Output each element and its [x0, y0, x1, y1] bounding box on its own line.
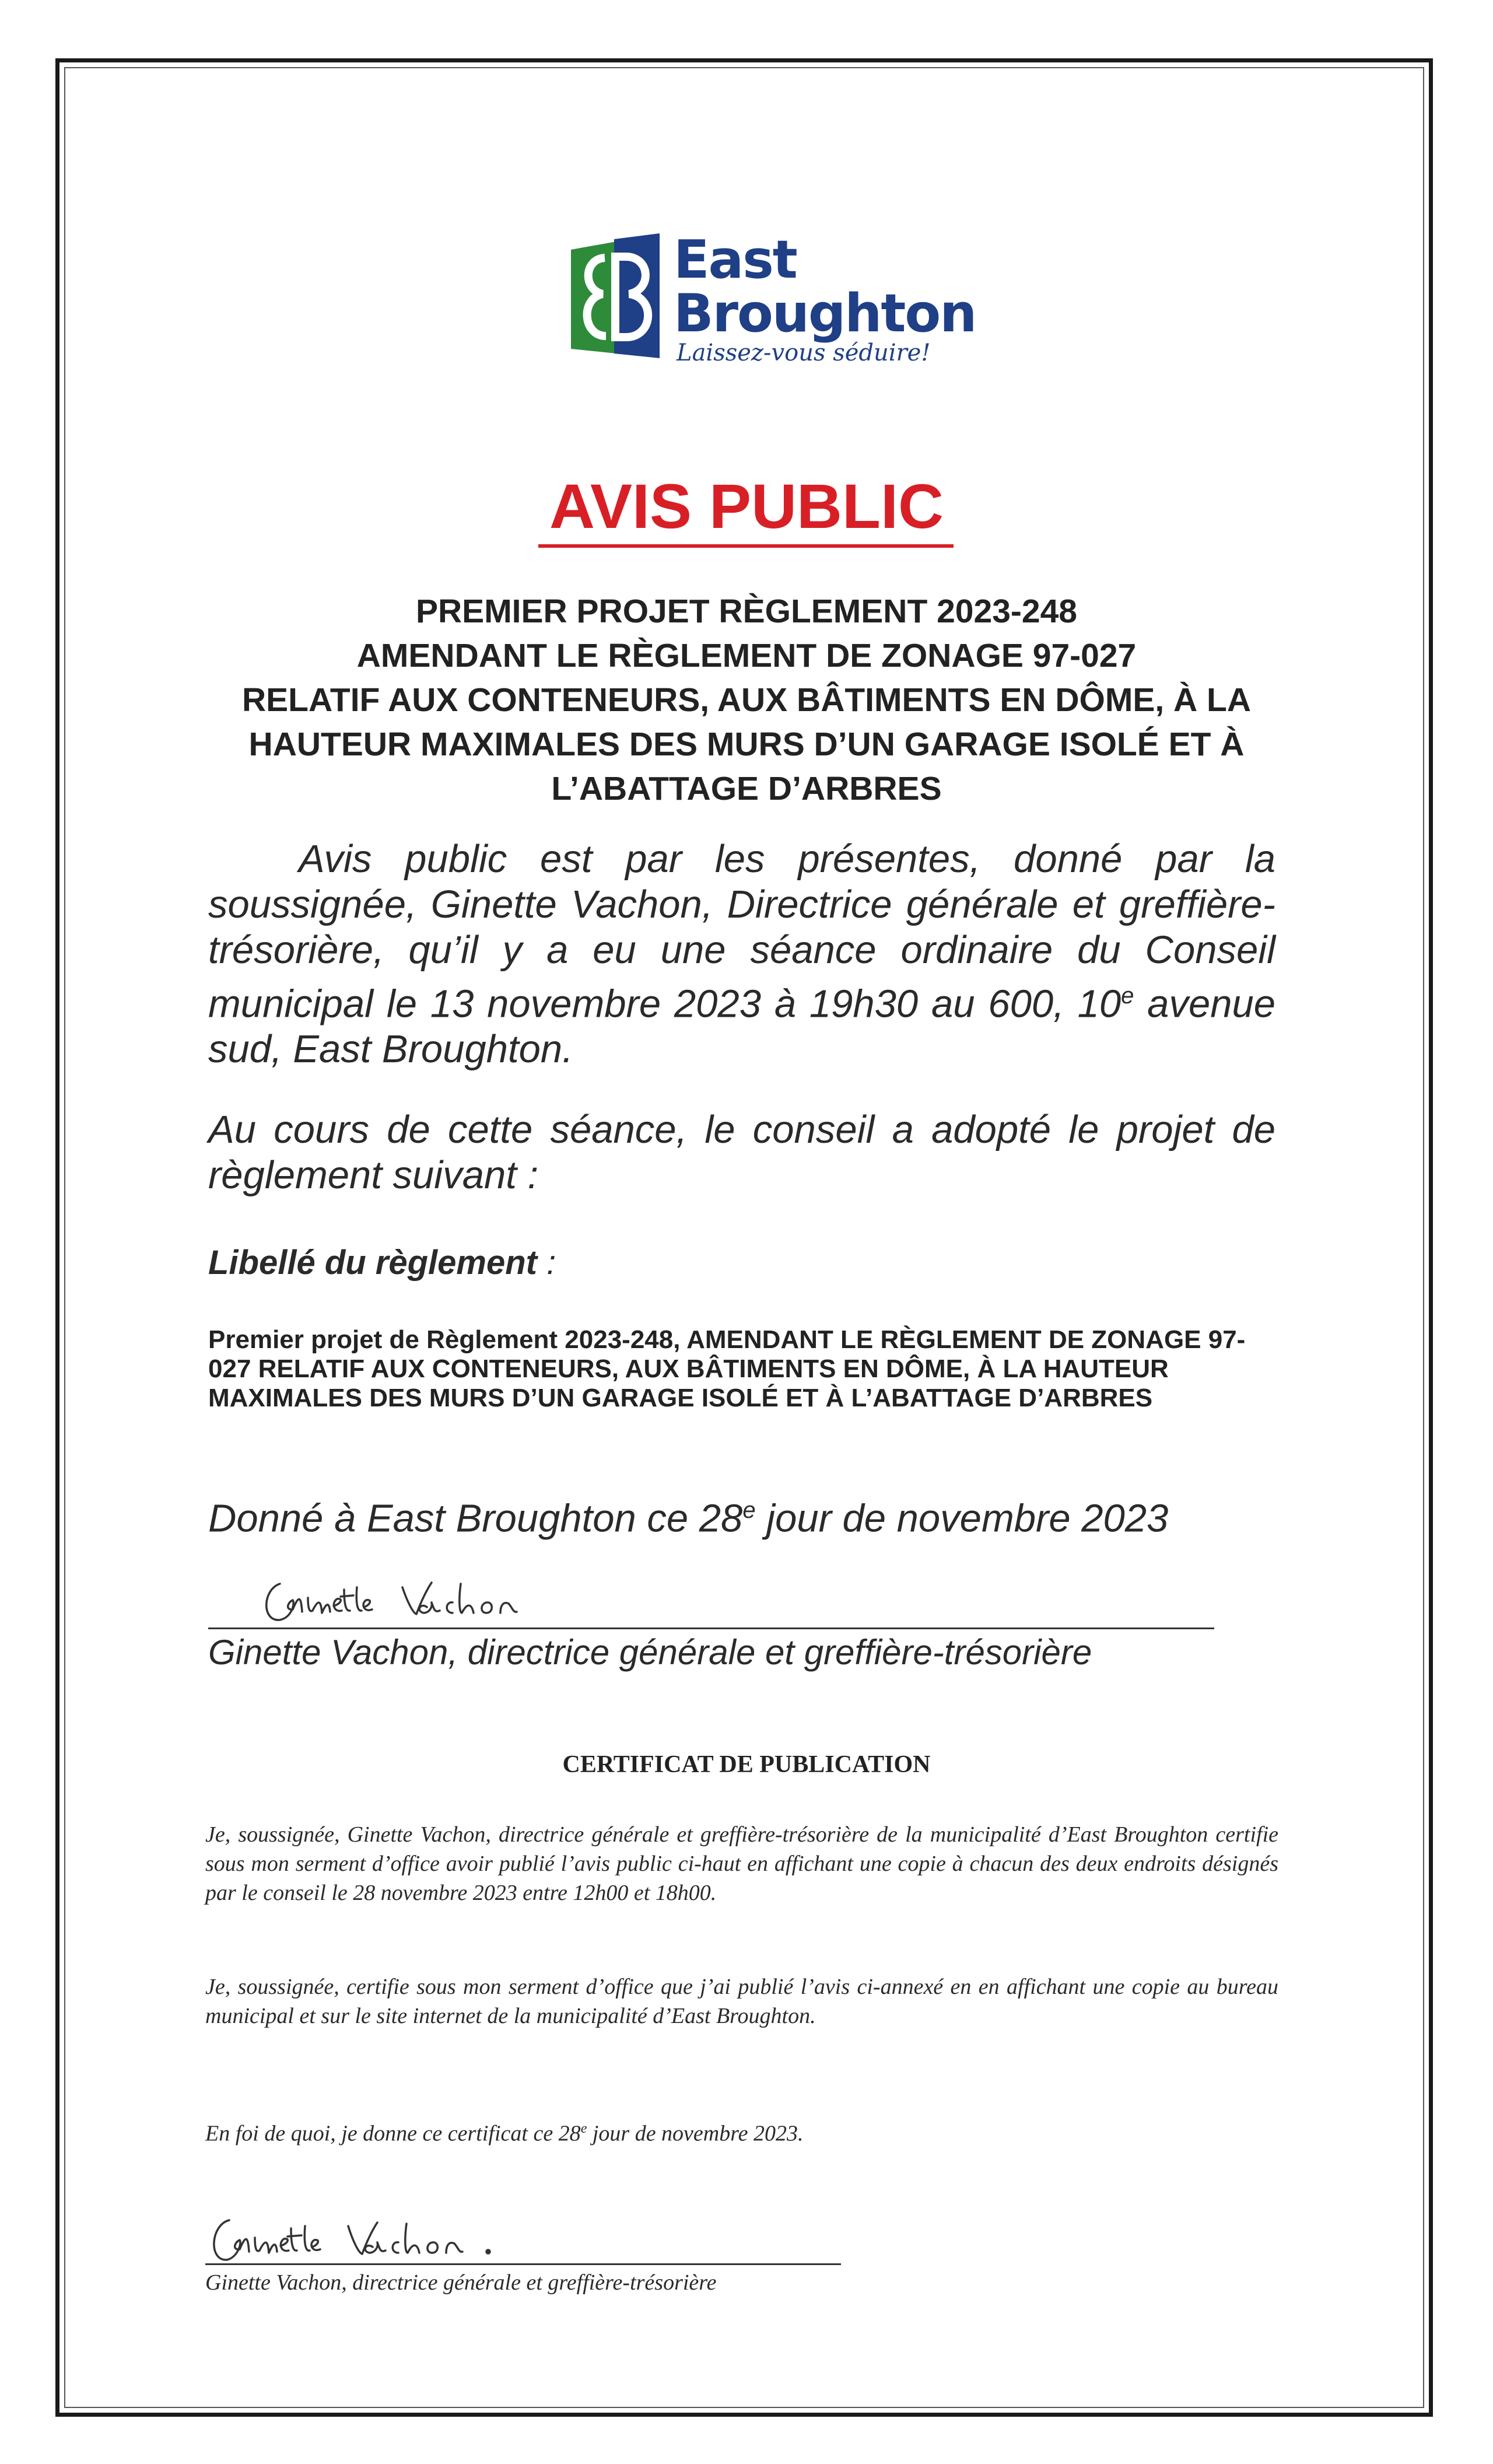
heading-line: PREMIER PROJET RÈGLEMENT 2023-248 — [416, 593, 1077, 630]
paragraph-1-text-end: avenue sud, East Broughton. — [208, 982, 1275, 1072]
given-at-text: Donné à East Broughton ce 28 — [208, 1496, 743, 1541]
notice-paragraph-1 — [208, 836, 1275, 1072]
handwritten-signature — [201, 2205, 528, 2269]
page-border — [55, 58, 1433, 2417]
libelle-label-colon: : — [537, 1244, 556, 1282]
paragraph-1-text: Avis public est par les présentes, donné par la soussignée, Ginette Vachon, Directrice générale et greffière-trésorière, qu’il y a eu une séance ordinaire du Conseil municipal le 13 novembre 2023 à 19h30 au 600, 10 — [208, 837, 1275, 1026]
signature-line — [208, 1628, 1214, 1629]
ordinal-suffix: e — [742, 1497, 756, 1523]
given-at-text-end: jour de novembre 2023 — [755, 1496, 1169, 1541]
logo-tagline: Laissez-vous séduire! — [677, 340, 931, 366]
notice-heading — [175, 589, 1318, 811]
certificate-title: CERTIFICAT DE PUBLICATION — [562, 1751, 931, 1778]
logo-name-line1: East — [674, 229, 797, 290]
heading-line: HAUTEUR MAXIMALES DES MURS D’UN GARAGE ISOLÉ ET À — [248, 726, 1245, 763]
page-border-inner — [64, 67, 1424, 2408]
signature-caption: Ginette Vachon, directrice générale et greffière-trésorière — [208, 1633, 1092, 1672]
reglement-lead: Premier projet de Règlement 2023-248 — [208, 1325, 674, 1354]
east-broughton-logo — [569, 229, 976, 368]
given-at-line — [208, 1487, 1168, 1542]
certificate-signature-caption: Ginette Vachon, directrice générale et greffière-trésorière — [205, 2270, 717, 2295]
libelle-label — [208, 1242, 556, 1283]
page-title: AVIS PUBLIC — [549, 471, 944, 541]
certificate-paragraph-3 — [205, 2114, 1278, 2148]
certificate-paragraph-1: Je, soussignée, Ginette Vachon, directrice générale et greffière-trésorière de la municipalité d’East Broughton certifie sous mon serment d’office avoir publié l’avis public ci-haut en affichant une copie à chacun des deux endroits désignés par le conseil le 28 novembre 2023 entre 12h00 et 18h00. — [205, 1822, 1278, 1905]
reglement-rest: , AMENDANT LE RÈGLEMENT DE ZONAGE 97-027 RELATIF AUX CONTENEURS, AUX BÂTIMENTS EN DÔME, À LA HAUTEUR MAXIMALES DES MURS D’UN GARAGE ISOLÉ ET À L’ABATTAGE D’ARBRES — [208, 1325, 1246, 1412]
ordinal-suffix: e — [1121, 983, 1134, 1009]
libelle-label-text: Libellé du règlement — [208, 1244, 537, 1282]
heading-line: RELATIF AUX CONTENEURS, AUX BÂTIMENTS EN DÔME, À LA — [241, 681, 1252, 719]
reglement-text — [208, 1325, 1287, 1413]
notice-paragraph-2: Au cours de cette séance, le conseil a adopté le projet de règlement suivant : — [208, 1108, 1275, 1197]
signature-line — [205, 2263, 841, 2265]
certificate-paragraph-3-text: En foi de quoi, je donne ce certificat ce 28 — [205, 2121, 581, 2146]
heading-line: AMENDANT LE RÈGLEMENT DE ZONAGE 97-027 — [356, 637, 1137, 674]
certificate-paragraph-2: Je, soussignée, certifie sous mon serment d’office que j’ai publié l’avis ci-annexé en en affichant une copie au bureau municipal et sur le site internet de la municipalité d’East Broughton. — [205, 1975, 1278, 2028]
certificate-paragraph-3-end: jour de novembre 2023. — [587, 2121, 804, 2146]
logo-name — [674, 229, 976, 344]
title-underline — [538, 544, 954, 548]
heading-line: L’ABATTAGE D’ARBRES — [551, 770, 942, 807]
logo-name-line2: Broughton — [674, 283, 976, 344]
handwritten-signature — [257, 1566, 583, 1630]
ordinal-suffix: e — [580, 2121, 587, 2136]
east-broughton-logo-mark-icon — [569, 233, 661, 360]
